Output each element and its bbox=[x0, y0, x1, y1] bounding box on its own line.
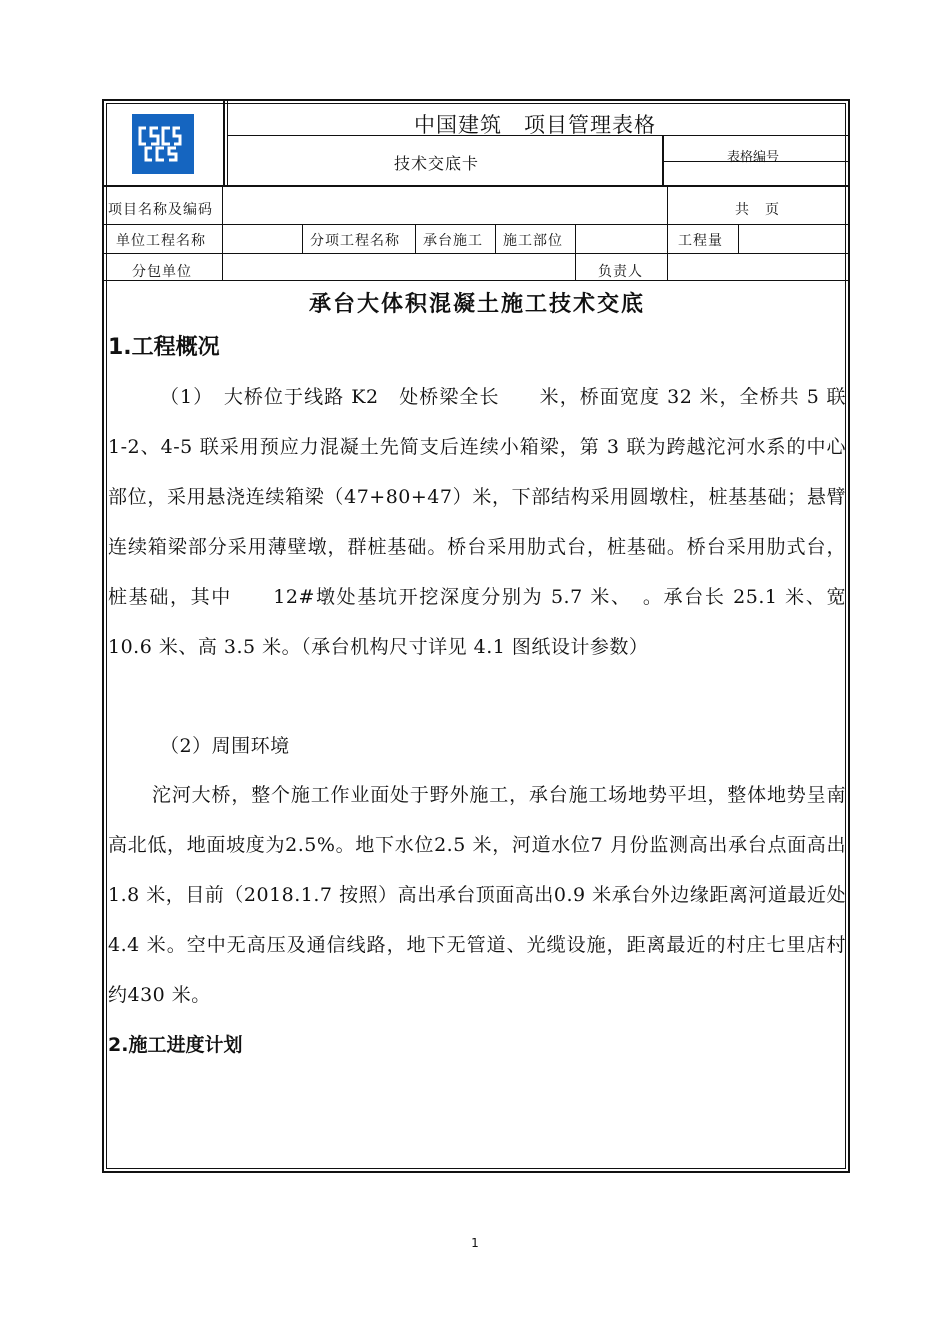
paragraph-environment-heading: （2）周围环境 bbox=[160, 735, 290, 757]
page-number: 1 bbox=[471, 1236, 479, 1250]
info-row-line-2 bbox=[103, 253, 849, 254]
logo-divider-inner bbox=[227, 100, 228, 187]
paragraph-environment: 沱河大桥，整个施工作业面处于野外施工，承台施工场地势平坦，整体地势呈南高北低，地面坡度为2.5%。地下水位2.5 米，河道水位7 月份监测高出承台点面高出 1.8 米，目前（2018.1.7 按照）高出承台顶面高出0.9 米承台外边缘距离河道最近处 4.4 米。空中无高压及通信线路，地下无管道、光缆设施，距离最近的村庄七里店村约430 米。 bbox=[108, 784, 846, 1006]
quantity-label: 工程量 bbox=[678, 233, 723, 249]
unit-project-label: 单位工程名称 bbox=[116, 233, 206, 249]
section-2-heading: 2.施工进度计划 bbox=[108, 1034, 243, 1056]
form-number-label: 表格编号 bbox=[727, 150, 780, 165]
cscec-logo-icon bbox=[132, 114, 194, 174]
info-col-line-b bbox=[667, 187, 668, 280]
info-col-line-d bbox=[415, 224, 416, 253]
info-row-line-3 bbox=[103, 280, 849, 281]
location-label: 施工部位 bbox=[503, 233, 563, 249]
info-col-line-e bbox=[495, 224, 496, 253]
card-title: 技术交底卡 bbox=[394, 154, 480, 173]
project-name-label: 项目名称及编码 bbox=[108, 202, 213, 218]
responsible-label: 负责人 bbox=[598, 264, 643, 280]
company-logo bbox=[132, 114, 194, 174]
info-col-line-g bbox=[738, 224, 739, 253]
info-col-line-f bbox=[575, 224, 576, 280]
logo-divider bbox=[223, 100, 225, 187]
document-title: 承台大体积混凝土施工技术交底 bbox=[308, 292, 645, 317]
header-bottom-line bbox=[103, 185, 849, 187]
paragraph-project-overview: （1） 大桥位于线路 K2 处桥梁全长 米，桥面宽度 32 米，全桥共 5 联 1-2、4-5 联采用预应力混凝土先简支后连续小箱梁，第 3 联为跨越沱河水系的中心部位，采用悬浇连续箱梁（47+80+47）米，下部结构采用圆墩柱，桩基基础；悬臂连续箱梁部分采用薄壁墩，群桩基础。桥台采用肋式台，桩基础。桥台采用肋式台，桩基础，其中 12#墩处基坑开挖深度分别为 5.7 米、 。承台长 25.1 米、宽 10.6 米、高 3.5 米。（承台机构尺寸详见 4.1 图纸设计参数） bbox=[108, 386, 846, 658]
org-title: 中国建筑 项目管理表格 bbox=[414, 113, 656, 137]
subcontractor-label: 分包单位 bbox=[132, 264, 192, 280]
sub-project-value: 承台施工 bbox=[423, 233, 483, 249]
sub-project-label: 分项工程名称 bbox=[310, 233, 400, 249]
section-1-heading: 1.工程概况 bbox=[108, 335, 220, 360]
info-col-line-c bbox=[302, 224, 303, 253]
total-pages-label: 共 页 bbox=[735, 202, 780, 218]
info-col-line-a bbox=[222, 187, 223, 280]
